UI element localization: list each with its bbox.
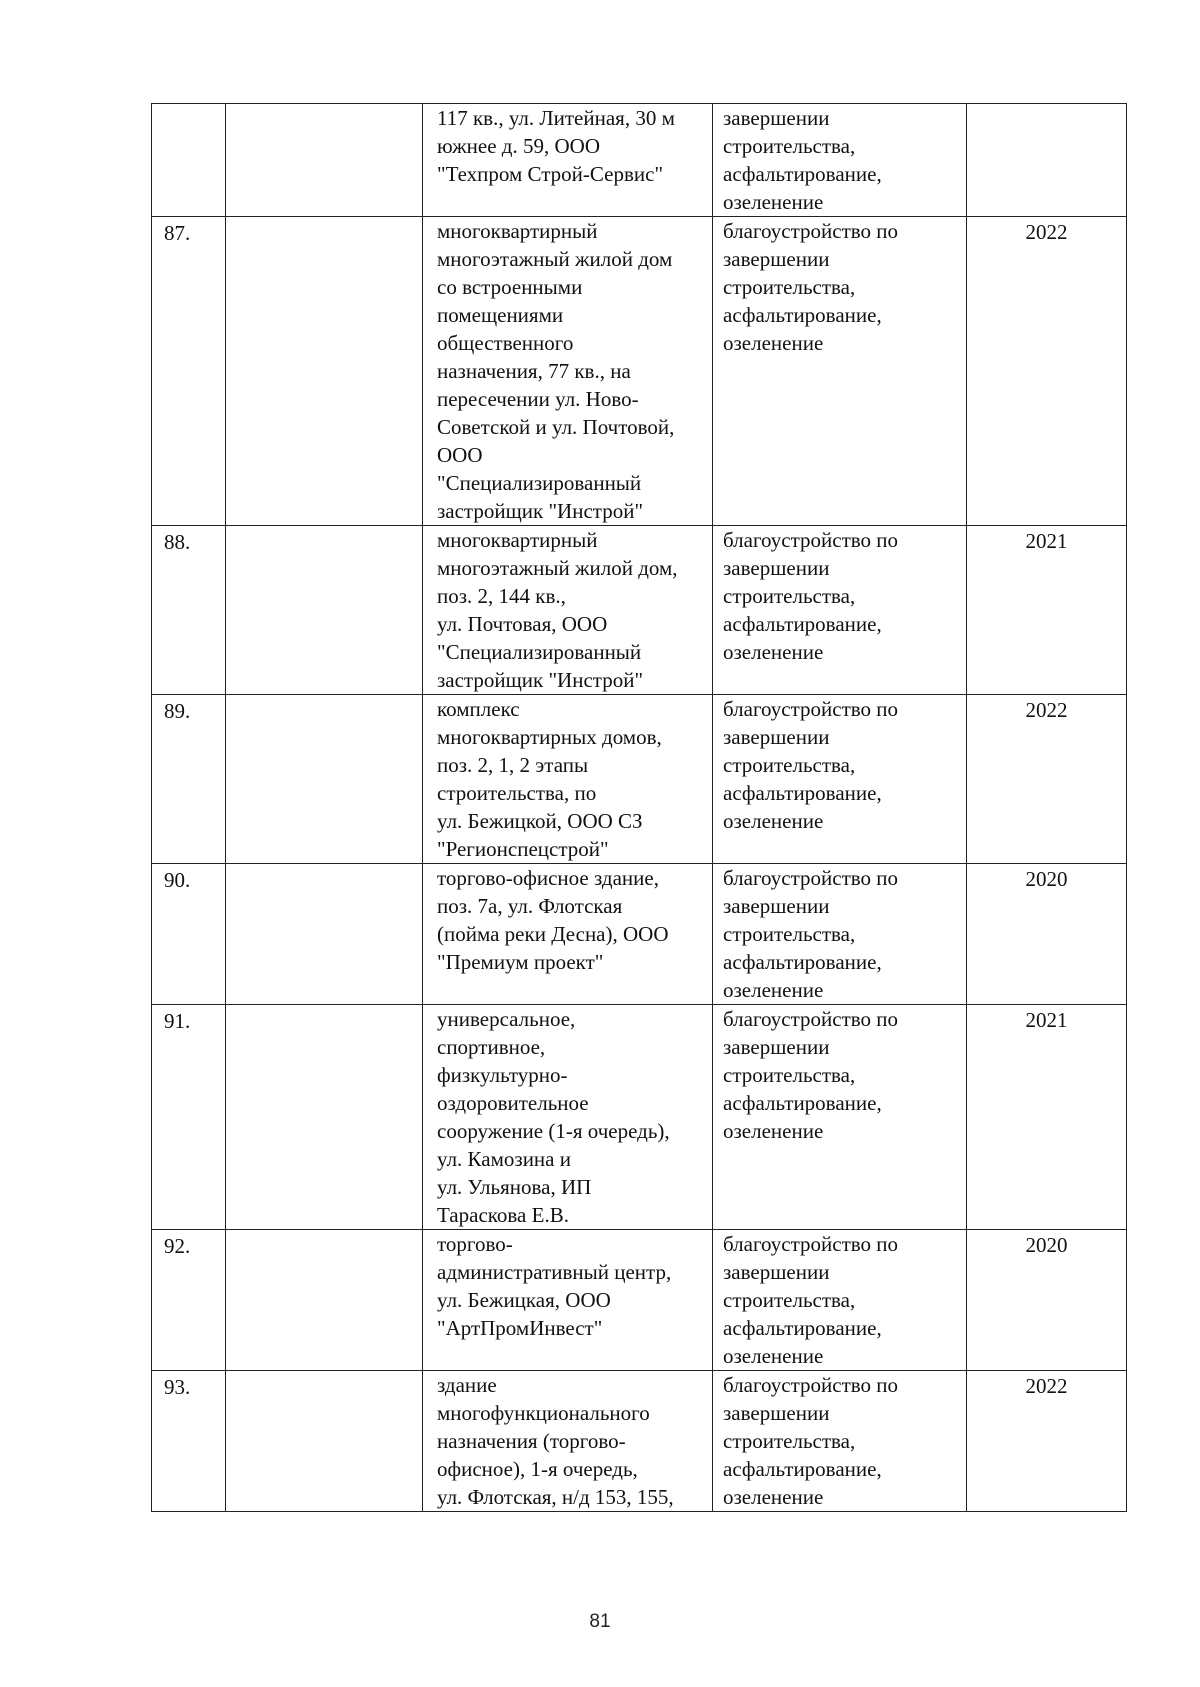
object-description-cell (423, 104, 713, 217)
object-line: многоэтажный жилой дом, (437, 556, 678, 580)
work-line: асфальтирование, (723, 162, 882, 186)
object-description-cell (423, 1371, 713, 1512)
work-line: строительства, (723, 1288, 856, 1312)
empty-cell (226, 1230, 423, 1371)
year-cell: 2021 (967, 526, 1127, 695)
work-line: строительства, (723, 753, 856, 777)
work-line: озеленение (723, 190, 824, 214)
work-description-cell (713, 1230, 967, 1371)
empty-cell (226, 526, 423, 695)
object-line: спортивное, (437, 1035, 546, 1059)
work-line: асфальтирование, (723, 303, 882, 327)
empty-cell (226, 1371, 423, 1512)
work-line: озеленение (723, 1485, 824, 1509)
work-line: асфальтирование, (723, 1316, 882, 1340)
object-description-cell (423, 526, 713, 695)
object-description-cell (423, 217, 713, 526)
object-line: "АртПромИнвест" (437, 1316, 603, 1340)
work-line: озеленение (723, 1119, 824, 1143)
work-line: строительства, (723, 922, 856, 946)
object-line: многоквартирный (437, 219, 598, 243)
work-line: асфальтирование, (723, 781, 882, 805)
work-line: завершении (723, 556, 830, 580)
work-line: асфальтирование, (723, 950, 882, 974)
work-line: завершении (723, 1260, 830, 1284)
object-line: помещениями (437, 303, 564, 327)
object-line: оздоровительное (437, 1091, 589, 1115)
object-line: застройщик "Инстрой" (437, 668, 644, 692)
year-cell: 2022 (967, 695, 1127, 864)
object-line: поз. 2, 144 кв., (437, 584, 566, 608)
work-line: озеленение (723, 809, 824, 833)
work-line: озеленение (723, 1344, 824, 1368)
row-number-cell: 93. (152, 1371, 226, 1512)
empty-cell (226, 217, 423, 526)
table-row (152, 217, 1127, 526)
object-line: (пойма реки Десна), ООО (437, 922, 669, 946)
work-line: благоустройство по (723, 528, 899, 552)
object-line: "Техпром Строй-Сервис" (437, 162, 664, 186)
row-number-cell (152, 104, 226, 217)
object-line: универсальное, (437, 1007, 576, 1031)
object-line: ООО (437, 443, 483, 467)
work-description-cell (713, 864, 967, 1005)
work-description-cell (713, 526, 967, 695)
empty-cell (226, 1005, 423, 1230)
work-line: благоустройство по (723, 1373, 899, 1397)
work-description-cell (713, 1371, 967, 1512)
work-line: благоустройство по (723, 866, 899, 890)
work-line: строительства, (723, 1429, 856, 1453)
object-line: застройщик "Инстрой" (437, 499, 644, 523)
work-line: строительства, (723, 584, 856, 608)
empty-cell (226, 695, 423, 864)
object-description-cell (423, 1005, 713, 1230)
object-line: административный центр, (437, 1260, 672, 1284)
year-cell: 2021 (967, 1005, 1127, 1230)
table-row (152, 104, 1127, 217)
object-line: 117 кв., ул. Литейная, 30 м (437, 106, 675, 130)
work-line: завершении (723, 106, 830, 130)
object-line: со встроенными (437, 275, 583, 299)
registry-table-body (152, 104, 1127, 1512)
year-cell: 2022 (967, 217, 1127, 526)
work-description-cell (713, 217, 967, 526)
object-line: многоквартирных домов, (437, 725, 662, 749)
row-number-cell: 89. (152, 695, 226, 864)
work-line: озеленение (723, 331, 824, 355)
object-line: торгово- (437, 1232, 513, 1256)
work-line: благоустройство по (723, 697, 899, 721)
object-line: комплекс (437, 697, 520, 721)
year-cell: 2020 (967, 1230, 1127, 1371)
object-line: пересечении ул. Ново- (437, 387, 639, 411)
row-number-cell: 88. (152, 526, 226, 695)
row-number-cell: 91. (152, 1005, 226, 1230)
object-line: сооружение (1-я очередь), (437, 1119, 670, 1143)
work-line: строительства, (723, 1063, 856, 1087)
object-line: многофункционального (437, 1401, 650, 1425)
registry-table (151, 103, 1127, 1512)
object-line: строительства, по (437, 781, 597, 805)
object-line: здание (437, 1373, 497, 1397)
work-line: завершении (723, 725, 830, 749)
object-line: многоквартирный (437, 528, 598, 552)
work-line: озеленение (723, 978, 824, 1002)
work-line: асфальтирование, (723, 1091, 882, 1115)
object-line: торгово-офисное здание, (437, 866, 659, 890)
work-line: благоустройство по (723, 1232, 899, 1256)
work-line: завершении (723, 894, 830, 918)
work-description-cell (713, 1005, 967, 1230)
work-line: завершении (723, 247, 830, 271)
work-line: строительства, (723, 275, 856, 299)
object-line: "Специализированный (437, 471, 642, 495)
work-line: благоустройство по (723, 1007, 899, 1031)
year-cell: 2020 (967, 864, 1127, 1005)
row-number-cell: 90. (152, 864, 226, 1005)
table-row (152, 1371, 1127, 1512)
object-line: ул. Камозина и (437, 1147, 571, 1171)
object-line: офисное), 1-я очередь, (437, 1457, 638, 1481)
object-line: физкультурно- (437, 1063, 568, 1087)
work-description-cell (713, 695, 967, 864)
table-row (152, 695, 1127, 864)
object-line: южнее д. 59, ООО (437, 134, 600, 158)
row-number-cell: 92. (152, 1230, 226, 1371)
object-line: многоэтажный жилой дом (437, 247, 673, 271)
empty-cell (226, 864, 423, 1005)
object-line: Советской и ул. Почтовой, (437, 415, 675, 439)
year-cell: 2022 (967, 1371, 1127, 1512)
object-line: ул. Бежицкая, ООО (437, 1288, 611, 1312)
work-line: асфальтирование, (723, 1457, 882, 1481)
object-line: ул. Ульянова, ИП (437, 1175, 592, 1199)
object-line: поз. 7а, ул. Флотская (437, 894, 623, 918)
work-line: благоустройство по (723, 219, 899, 243)
work-line: озеленение (723, 640, 824, 664)
row-number-cell: 87. (152, 217, 226, 526)
object-line: поз. 2, 1, 2 этапы (437, 753, 589, 777)
page-number: 81 (589, 1611, 611, 1632)
object-line: "Премиум проект" (437, 950, 604, 974)
table-row (152, 864, 1127, 1005)
object-line: общественного (437, 331, 574, 355)
table-row (152, 526, 1127, 695)
object-line: ул. Бежицкой, ООО СЗ (437, 809, 643, 833)
work-line: завершении (723, 1401, 830, 1425)
object-description-cell (423, 864, 713, 1005)
work-line: строительства, (723, 134, 856, 158)
work-line: асфальтирование, (723, 612, 882, 636)
table-row (152, 1230, 1127, 1371)
object-description-cell (423, 1230, 713, 1371)
object-line: назначения (торгово- (437, 1429, 626, 1453)
object-line: назначения, 77 кв., на (437, 359, 631, 383)
empty-cell (226, 104, 423, 217)
year-cell (967, 104, 1127, 217)
object-line: ул. Почтовая, ООО (437, 612, 608, 636)
object-description-cell (423, 695, 713, 864)
object-line: "Специализированный (437, 640, 642, 664)
work-line: завершении (723, 1035, 830, 1059)
work-description-cell (713, 104, 967, 217)
object-line: Тараскова Е.В. (437, 1203, 569, 1227)
object-line: "Регионспецстрой" (437, 837, 609, 861)
table-row (152, 1005, 1127, 1230)
object-line: ул. Флотская, н/д 153, 155, (437, 1485, 674, 1509)
